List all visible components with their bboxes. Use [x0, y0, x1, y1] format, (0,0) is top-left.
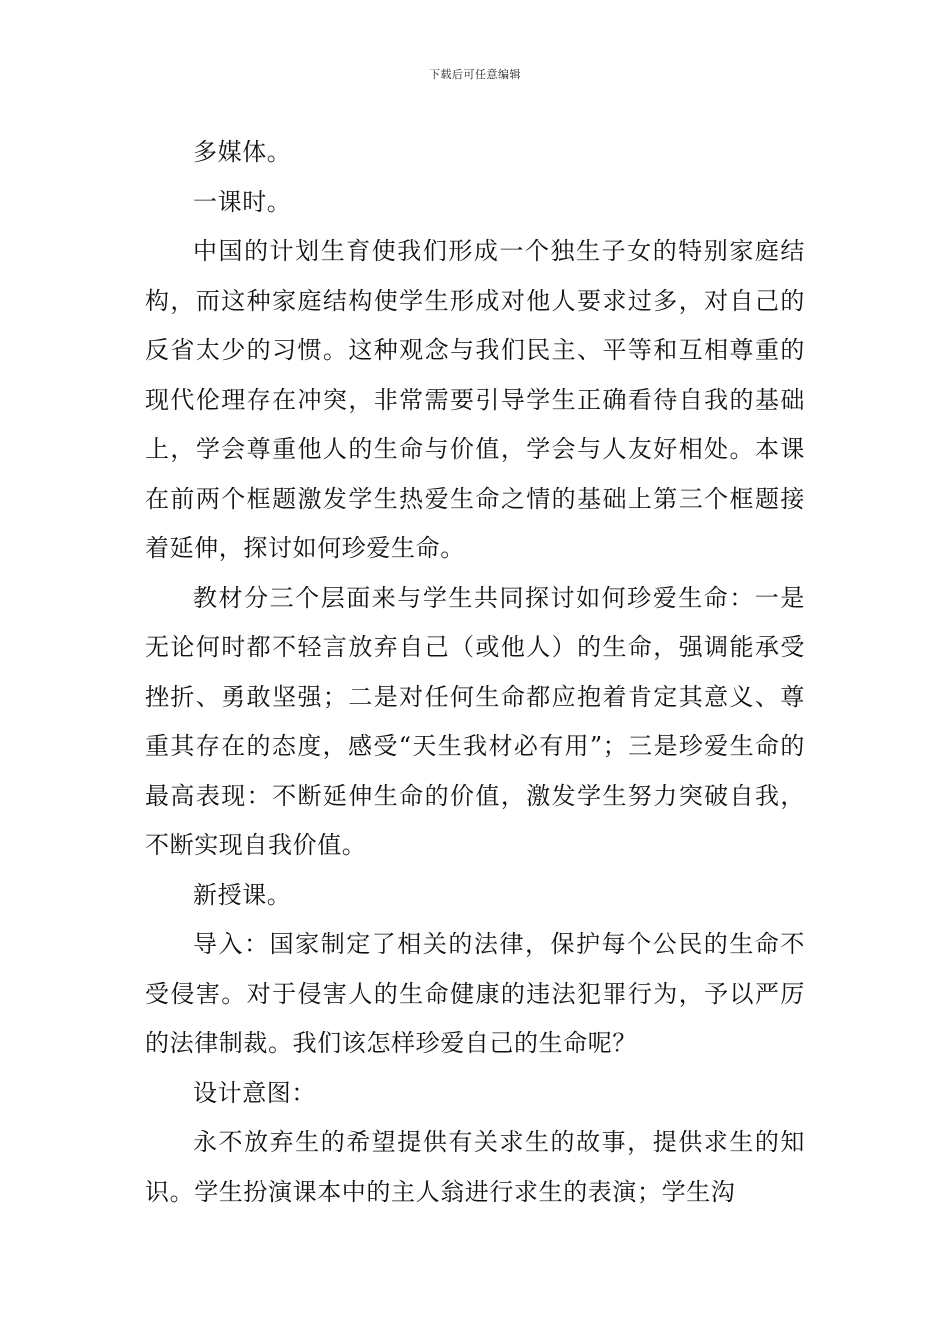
paragraph-textbook-analysis: 教材分三个层面来与学生共同探讨如何珍爱生命：一是无论何时都不轻言放弃自己（或他人）的生命，强调能承受挫折、勇敢坚强；二是对任何生命都应抱着肯定其意义、尊重其存在的态度，感受“天生我材必有用”；三是珍爱生命的最高表现：不断延伸生命的价值，激发学生努力突破自我，不断实现自我价值。	[145, 583, 805, 859]
paragraph-lesson-type: 新授课。	[193, 880, 292, 909]
paragraph-background: 中国的计划生育使我们形成一个独生子女的特别家庭结构，而这种家庭结构使学生形成对他人要求过多，对自己的反省太少的习惯。这种观念与我们民主、平等和互相尊重的现代伦理存在冲突，非常需要引导学生正确看待自我的基础上，学会尊重他人的生命与价值，学会与人友好相处。本课在前两个框题激发学生热爱生命之情的基础上第三个框题接着延伸，探讨如何珍爱生命。	[145, 237, 805, 562]
document-body	[145, 128, 805, 1217]
paragraph-design-intent: 设计意图：	[193, 1078, 316, 1107]
paragraph-never-give-up: 永不放弃生的希望提供有关求生的故事，提供求生的知识。学生扮演课本中的主人翁进行求生的表演；学生沟	[145, 1128, 805, 1206]
paragraph-introduction: 导入：国家制定了相关的法律，保护每个公民的生命不受侵害。对于侵害人的生命健康的违法犯罪行为，予以严厉的法律制裁。我们该怎样珍爱自己的生命呢？	[145, 930, 805, 1057]
paragraph-materials: 多媒体。	[193, 138, 292, 166]
header-note: 下载后可任意编辑	[429, 68, 521, 81]
paragraph-duration: 一课时。	[193, 187, 292, 216]
